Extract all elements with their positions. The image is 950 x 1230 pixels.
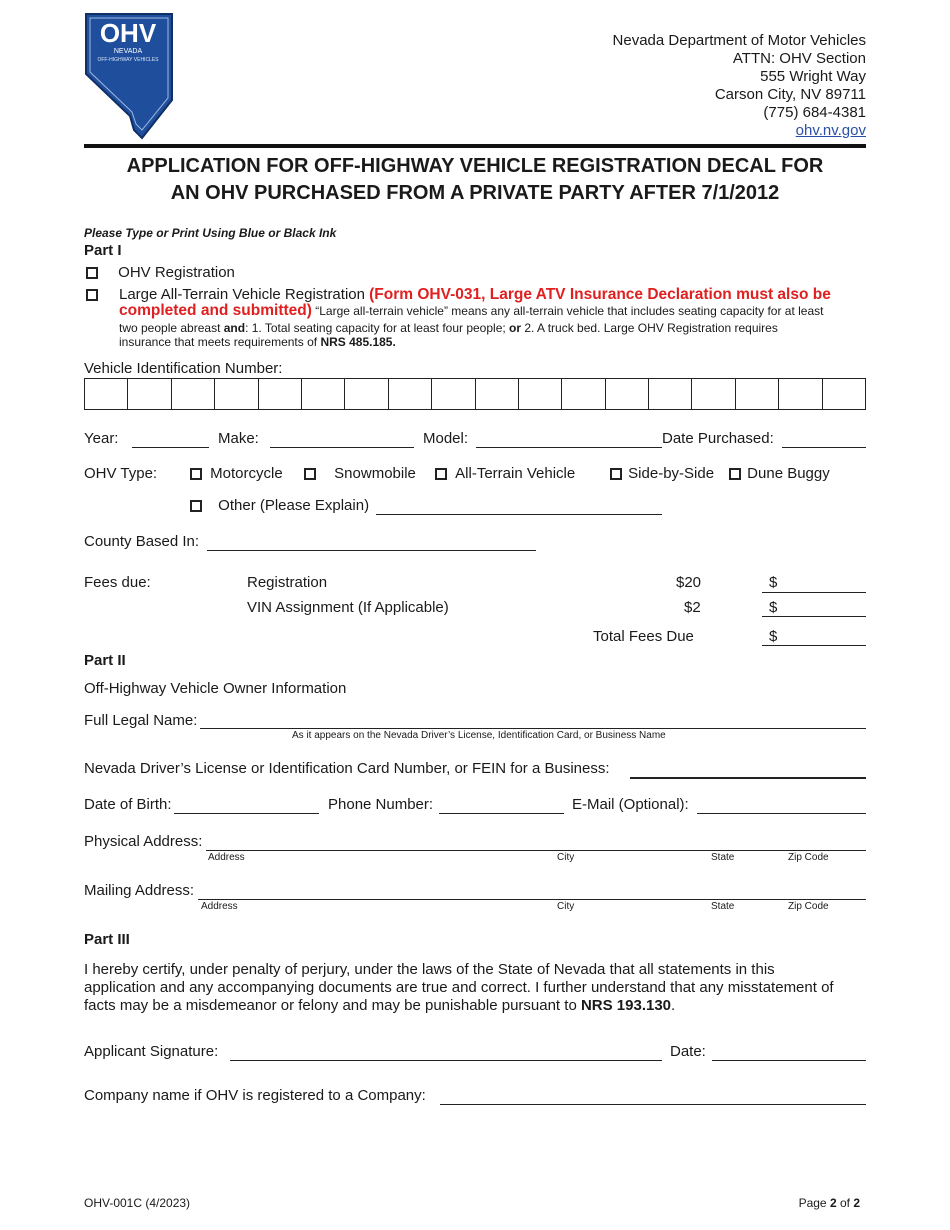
ohv-type-label: OHV Type: [84,465,158,482]
date-purchased-field[interactable] [782,447,866,448]
header-divider [84,144,866,148]
full-name-field[interactable] [200,728,866,729]
vin-cell[interactable] [692,379,735,409]
atv-checkbox[interactable] [435,468,447,480]
mailing-address-sub: Address [201,901,238,912]
ink-note: Please Type or Print Using Blue or Black Ink [84,226,337,240]
vin-cell[interactable] [562,379,605,409]
vin-cell[interactable] [172,379,215,409]
vin-cell[interactable] [128,379,171,409]
certify-line-2: application and any accompanying documents are true and correct. I further understand that any misstatement of [84,979,834,996]
dob-field[interactable] [174,813,319,814]
form-id: OHV-001C (4/2023) [84,1196,191,1210]
make-label: Make: [218,430,259,447]
page-of: of [836,1196,854,1210]
type-atv[interactable] [435,465,575,482]
license-label: Nevada Driver’s License or Identification Card Number, or FEIN for a Business: [84,760,610,777]
agency-attn: ATTN: OHV Section [732,50,866,67]
company-label: Company name if OHV is registered to a Company: [84,1087,426,1104]
other-explain-field[interactable] [376,514,662,515]
form-title-line-1: APPLICATION FOR OFF-HIGHWAY VEHICLE REGISTRATION DECAL FOR [126,155,824,177]
fee-vin-field[interactable] [762,616,866,617]
email-field[interactable] [697,813,866,814]
large-atv-desc-1: “Large all-terrain vehicle” means any all-terrain vehicle that includes seating capacity for at least [311,304,824,318]
fees-label: Fees due: [84,574,151,591]
type-snowmobile[interactable] [304,465,416,482]
mailing-address-label: Mailing Address: [84,882,195,899]
part3-heading: Part III [84,931,130,948]
vin-cell[interactable] [259,379,302,409]
page-prefix: Page [798,1196,830,1210]
ohv-logo [84,12,174,140]
physical-address-label: Physical Address: [84,833,203,850]
fee-vin-dollar: $ [769,599,778,616]
company-field[interactable] [440,1104,866,1105]
dob-label: Date of Birth: [84,796,172,813]
vin-input-grid[interactable] [84,378,866,410]
certify-line-1: I hereby certify, under penalty of perjury, under the laws of the State of Nevada that all statements in this [84,961,775,978]
county-field[interactable] [207,550,536,551]
fee-vin-amount: $2 [684,599,701,616]
large-atv-label: Large All-Terrain Vehicle Registration [119,286,365,303]
desc-text: insurance that meets requirements of [119,335,321,349]
large-atv-description [119,303,879,319]
side-by-side-label: Side-by-Side [628,465,715,482]
fee-registration-label: Registration [247,574,328,591]
motorcycle-label: Motorcycle [210,465,283,482]
physical-city-sub: City [557,852,575,863]
large-atv-option[interactable] [86,286,98,303]
type-motorcycle[interactable] [190,465,283,482]
fee-vin-label: VIN Assignment (If Applicable) [247,599,449,616]
total-fees-field[interactable] [762,645,866,646]
vin-cell[interactable] [649,379,692,409]
vin-cell[interactable] [345,379,388,409]
side-by-side-checkbox[interactable] [610,468,622,480]
physical-address-field[interactable] [206,850,866,851]
nrs-193-reference: NRS 193.130 [580,997,672,1014]
type-other[interactable] [190,497,369,514]
agency-street: 555 Wright Way [760,68,866,85]
fee-registration-field[interactable] [762,592,866,593]
physical-address-sub: Address [208,852,245,863]
svg-text:NEVADA: NEVADA [113,48,143,55]
large-atv-warning: (Form OHV-031, Large ATV Insurance Declaration must also be [369,286,831,303]
signature-date-label: Date: [670,1043,706,1060]
fee-registration-amount: $20 [676,574,702,591]
vin-cell[interactable] [476,379,519,409]
mailing-address-field[interactable] [198,899,866,900]
mailing-zip-sub: Zip Code [788,901,829,912]
total-fees-dollar: $ [769,628,778,645]
certification-text [84,961,866,1015]
certify-period: . [671,997,676,1014]
page-total: 2 [853,1196,860,1210]
large-atv-desc-line-2 [119,321,778,336]
type-side-by-side[interactable] [610,465,714,482]
svg-text:OHV: OHV [99,18,157,48]
form-title [84,153,866,207]
large-atv-warning-2: completed and submitted) [119,302,312,319]
other-label: Other (Please Explain) [218,497,370,514]
phone-label: Phone Number: [328,796,434,813]
atv-label: All-Terrain Vehicle [455,465,576,482]
vin-cell[interactable] [215,379,258,409]
agency-website-link[interactable]: ohv.nv.gov [795,122,866,139]
license-field[interactable] [630,777,866,779]
ohv-registration-checkbox[interactable] [86,267,98,279]
desc-bold-and: and [223,321,246,335]
svg-text:OFF-HIGHWAY VEHICLES: OFF-HIGHWAY VEHICLES [97,57,159,63]
model-field[interactable] [476,447,662,448]
desc-text: : 1. Total seating capacity for at least four people; [245,321,510,335]
mailing-state-sub: State [711,901,735,912]
page-current: 2 [829,1196,837,1210]
dune-buggy-checkbox[interactable] [729,468,741,480]
desc-text: two people abreast [119,321,224,335]
part1-heading: Part I [84,242,122,259]
vin-label: Vehicle Identification Number: [84,360,283,377]
physical-state-sub: State [711,852,735,863]
large-atv-checkbox[interactable] [86,289,98,301]
physical-zip-sub: Zip Code [788,852,829,863]
mailing-city-sub: City [557,901,575,912]
make-field[interactable] [270,447,414,448]
phone-field[interactable] [439,813,564,814]
ohv-registration-option[interactable] [86,264,235,281]
snowmobile-checkbox[interactable] [304,468,316,480]
vin-cell[interactable] [432,379,475,409]
other-checkbox[interactable] [190,500,202,512]
motorcycle-checkbox[interactable] [190,468,202,480]
owner-info-heading: Off-Highway Vehicle Owner Information [84,680,347,697]
agency-name: Nevada Department of Motor Vehicles [612,32,866,49]
vin-cell[interactable] [736,379,779,409]
page-number [799,1196,860,1210]
full-name-label: Full Legal Name: [84,712,198,729]
vin-cell[interactable] [302,379,345,409]
form-title-line-2: AN OHV PURCHASED FROM A PRIVATE PARTY AFTER 7/1/2012 [170,182,780,204]
email-label: E-Mail (Optional): [572,796,689,813]
signature-field[interactable] [230,1060,662,1061]
agency-city: Carson City, NV 89711 [714,86,866,103]
date-purchased-label: Date Purchased: [662,430,774,447]
agency-phone: (775) 684-4381 [763,104,866,121]
vin-cell[interactable] [389,379,432,409]
year-label: Year: [84,430,119,447]
year-field[interactable] [132,447,209,448]
total-fees-label: Total Fees Due [593,628,694,645]
signature-date-field[interactable] [712,1060,866,1061]
part2-heading: Part II [84,652,126,669]
vin-cell[interactable] [779,379,822,409]
vin-cell[interactable] [85,379,128,409]
snowmobile-label: Snowmobile [334,465,416,482]
fee-registration-dollar: $ [769,574,778,591]
full-name-hint: As it appears on the Nevada Driver’s License, Identification Card, or Business Name [292,730,666,741]
dune-buggy-label: Dune Buggy [747,465,830,482]
agency-address [613,32,866,140]
large-atv-desc-line-3 [119,335,396,350]
desc-text: 2. A truck bed. Large OHV Registration requires [521,321,778,335]
vin-cell[interactable] [519,379,562,409]
desc-bold-or: or [509,321,522,335]
county-label: County Based In: [84,533,200,550]
vin-cell[interactable] [823,379,865,409]
ohv-registration-label: OHV Registration [118,264,235,281]
signature-label: Applicant Signature: [84,1043,219,1060]
model-label: Model: [423,430,469,447]
type-dune-buggy[interactable] [729,465,830,482]
certify-line-3: facts may be a misdemeanor or felony and may be punishable pursuant to [84,997,581,1014]
vin-cell[interactable] [606,379,649,409]
nrs-reference: NRS 485.185. [320,335,396,349]
